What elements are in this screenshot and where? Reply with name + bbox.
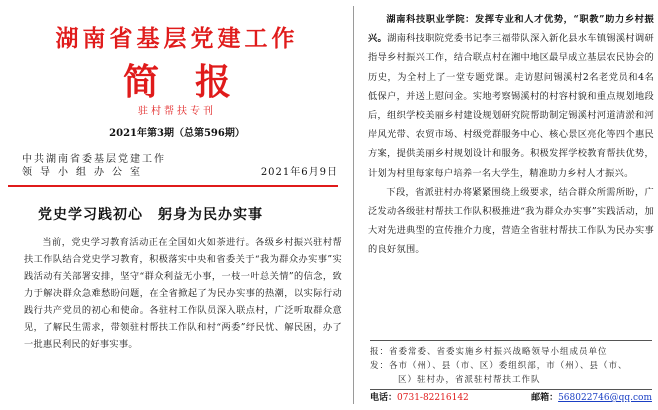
distribution-block	[370, 340, 652, 387]
article-body-right	[368, 10, 654, 260]
copy-to-line-1: 发：各市（州）、县（市、区）委组织部，市（州）、县（市、	[370, 361, 628, 371]
article-title: 党史学习践初心 躬身为民办实事	[38, 207, 263, 223]
red-divider	[8, 185, 338, 187]
issue-date: 2021年6月9日	[260, 167, 338, 178]
copy-to-line-2: 区）驻村办，省派驻村帮扶工作队	[398, 375, 541, 385]
briefing-title: 简报	[122, 61, 267, 103]
phone-label: 电话：	[370, 393, 398, 403]
phone-value: 0731-82216142	[397, 393, 469, 403]
sponsor-line-2	[22, 166, 338, 179]
send-to-line: 报：省委常委、省委实施乡村振兴战略领导小组成员单位	[370, 347, 608, 357]
column-divider	[353, 6, 354, 404]
email-block	[531, 391, 652, 405]
contact-divider	[370, 389, 652, 390]
article-paragraph: 当前，党史学习教育活动正在全国如火如荼进行。各级乡村振兴驻村帮扶工作队结合党史学习教育，积极落实中央和省委关于“我为群众办实事”实践活动有关部署安排，坚守“群众利益无小事，一枝一叶总关情”的信念，致力于解决群众急难愁盼问题，在全省掀起了为民办实事的热潮，以实际行动践行共产党员的初心和使命。各驻村工作队员深入联点村，广泛听取群众意见，了解民生需求，带领驻村帮扶工作队和村“两委”纾民忧、解民困，办了一批惠民利民的好事实事。	[24, 237, 342, 350]
special-issue-label: 驻村帮扶专刊	[138, 106, 216, 117]
article-paragraph	[368, 10, 654, 183]
contact-line	[370, 391, 652, 405]
email-label: 邮箱：	[531, 393, 559, 403]
sponsor-office: 领导小组办公室	[22, 167, 148, 178]
right-column	[362, 0, 652, 410]
issue-number: 2021年第3期（总第596期）	[109, 128, 245, 139]
phone-block	[370, 391, 469, 405]
paragraph-text: 湖南科技职院党委书记李三福带队深入新化县水车镇锡溪村调研指导乡村振兴工作，结合联点村在湘中地区最早成立基层农民协会的历史，为全村上了一堂专题党课。走访慰问锡溪村2名老党员和4名低保户，并送上慰问金。实地考察锡溪村的村容村貌和重点规划地段后，组织学校美丽乡村建设规划研究院帮助制定锡溪村河道清淤和河岸风光带、农贸市场、村级党群服务中心、核心景区亮化等四个惠民方案，提供美丽乡村规划设计和服务。积极发挥学校教育帮扶优势，计划为村里每家每户培养一名大学生，精准助力乡村人才振兴。	[368, 33, 654, 179]
paragraph-lead: 湖南科技职业学院：发挥专业和人才优势，“职教”助力乡村振兴。	[368, 14, 654, 45]
org-title: 湖南省基层党建工作	[55, 26, 299, 52]
sponsor-line-1: 中共湖南省委基层党建工作	[22, 154, 166, 165]
sponsor-block	[22, 153, 338, 179]
article-paragraph: 下段，省派驻村办将紧紧围绕上级要求，结合群众所需所盼，广泛发动各级驻村帮扶工作队积极推进“我为群众办实事”实践活动，加大对先进典型的宣传推介力度，营造全省驻村帮扶工作队为民办实事的良好氛围。	[368, 186, 654, 256]
left-column	[8, 0, 346, 410]
email-link[interactable]: 568022746@qq.com	[558, 393, 652, 403]
